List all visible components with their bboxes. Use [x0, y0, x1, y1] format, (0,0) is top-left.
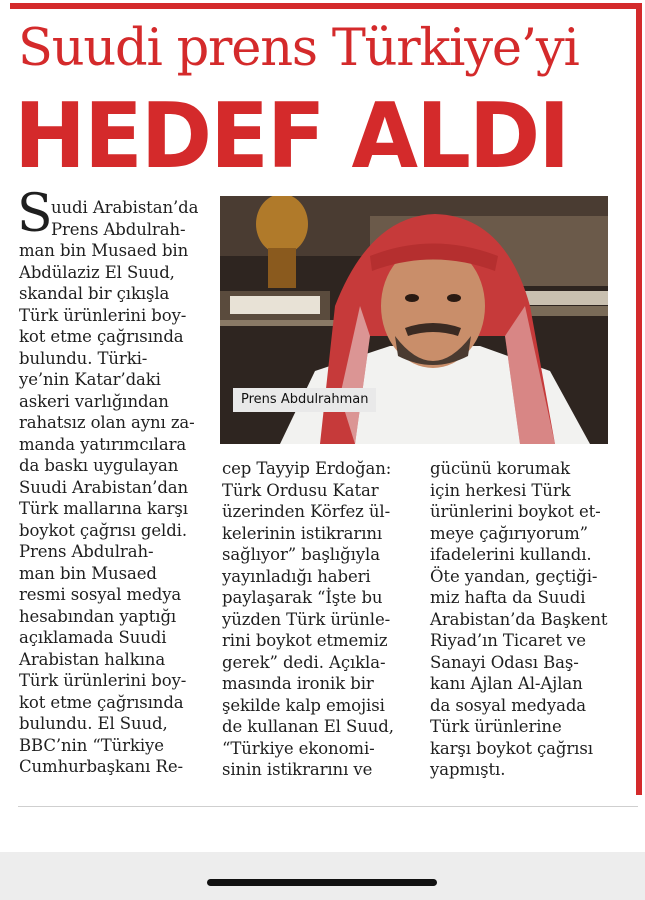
- red-frame-right: [636, 3, 642, 795]
- text-line: da sosyal medyada: [430, 695, 587, 715]
- text-line: Prens Abdulrah-: [51, 219, 186, 239]
- text-line: Türk Ordusu Katar: [222, 480, 379, 500]
- text-line: kot etme çağrısında: [19, 327, 184, 346]
- text-line: “Türkiye ekonomi-: [222, 738, 375, 758]
- home-indicator[interactable]: [207, 879, 437, 886]
- text-line: için herkesi Türk: [430, 480, 571, 500]
- article-column-3: [430, 458, 630, 781]
- text-line: Prens Abdulrah-: [19, 542, 154, 561]
- text-line: ye’nin Katar’daki: [19, 370, 161, 389]
- text-line: rini boykot etmemiz: [222, 631, 388, 650]
- text-line: sinin istikrarını ve: [222, 760, 373, 779]
- drop-cap: S: [17, 184, 53, 244]
- text-line: cep Tayyip Erdoğan:: [222, 459, 392, 478]
- red-frame-top: [10, 3, 642, 9]
- text-line: açıklamada Suudi: [19, 628, 167, 647]
- text-line: Sanayi Odası Baş-: [430, 652, 579, 672]
- text-line: Arabistan halkına: [19, 649, 166, 669]
- article-column-2: [222, 458, 418, 781]
- text-line: yapmıştı.: [430, 760, 506, 779]
- text-line: bulundu. El Suud,: [19, 714, 168, 733]
- text-line: uudi Arabistan’da: [51, 198, 199, 217]
- bottom-bar: [0, 852, 645, 900]
- text-line: askeri varlığından: [19, 391, 169, 411]
- text-line: gerek” dedi. Açıkla-: [222, 652, 386, 672]
- text-line: sağlıyor” başlığıyla: [222, 545, 380, 564]
- text-line: şekilde kalp emojisi: [222, 695, 385, 715]
- text-line: manda yatırımcılara: [19, 434, 187, 454]
- text-line: hesabından yaptığı: [19, 606, 177, 626]
- text-line: Öte yandan, geçtiği-: [430, 566, 598, 586]
- text-line: bulundu. Türki-: [19, 348, 148, 368]
- text-line: Türk ürünlerini boy-: [19, 671, 187, 690]
- text-line: resmi sosyal medya: [19, 585, 182, 604]
- text-line: meye çağırıyorum”: [430, 523, 588, 543]
- text-line: Suudi Arabistan’dan: [19, 477, 189, 497]
- text-line: karşı boykot çağrısı: [430, 738, 593, 758]
- text-line: yüzden Türk ürünle-: [222, 609, 391, 629]
- text-line: rahatsız olan aynı za-: [19, 413, 195, 432]
- text-line: man bin Musaed: [19, 563, 157, 583]
- text-line: paylaşarak “İşte bu: [222, 588, 383, 607]
- text-line: BBC’nin “Türkiye: [19, 735, 164, 755]
- text-line: kanı Ajlan Al-Ajlan: [430, 674, 583, 693]
- text-line: masında ironik bir: [222, 674, 374, 693]
- text-line: skandal bir çıkışla: [19, 284, 170, 303]
- text-line: man bin Musaed bin: [19, 241, 189, 260]
- bottom-rule: [18, 806, 638, 807]
- text-line: kot etme çağrısında: [19, 692, 184, 712]
- text-line: Türk ürünlerine: [430, 717, 562, 736]
- text-line: kelerinin istikrarını: [222, 523, 383, 543]
- text-line: da baskı uygulayan: [19, 456, 179, 475]
- text-line: Cumhurbaşkanı Re-: [19, 757, 183, 776]
- text-line: Türk mallarına karşı: [19, 499, 188, 518]
- text-line: Riyad’ın Ticaret ve: [430, 631, 586, 650]
- text-line: de kullanan El Suud,: [222, 717, 394, 736]
- text-line: gücünü korumak: [430, 459, 571, 478]
- text-line: ürünlerini boykot et-: [430, 502, 601, 521]
- headline-line-1: Suudi prens Türkiye’yi: [18, 19, 579, 78]
- text-line: Abdülaziz El Suud,: [19, 262, 175, 282]
- text-line: boykot çağrısı geldi.: [19, 520, 188, 540]
- text-line: Arabistan’da Başkent: [430, 609, 608, 629]
- headline-line-2: HEDEF ALDI: [14, 84, 569, 189]
- article-column-1: [19, 197, 214, 778]
- photo-caption: Prens Abdulrahman: [233, 388, 376, 412]
- text-line: yayınladığı haberi: [222, 566, 371, 586]
- text-line: üzerinden Körfez ül-: [222, 502, 391, 521]
- text-line: ifadelerini kullandı.: [430, 545, 592, 564]
- text-line: Türk ürünlerini boy-: [19, 305, 187, 325]
- text-line: miz hafta da Suudi: [430, 588, 586, 607]
